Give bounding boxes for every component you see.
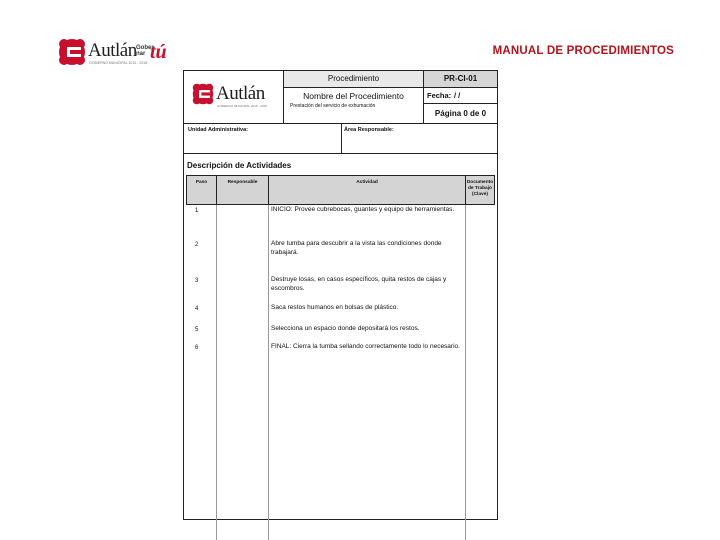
procedure-label: Procedimiento xyxy=(284,71,423,88)
step-number: 1 xyxy=(195,208,199,214)
partner-mark: tú xyxy=(150,41,167,63)
step-number: 6 xyxy=(195,345,199,351)
step-number: 2 xyxy=(195,242,199,248)
column-header-responsible: Responsable xyxy=(217,176,269,204)
unit-label: Unidad Administrativa: xyxy=(188,127,248,133)
autlan-emblem-icon xyxy=(58,38,86,66)
activity-text: Destruye losas, en casos específicos, quita restos de cajas y escombros. xyxy=(271,276,447,292)
autlan-emblem-icon xyxy=(192,83,214,105)
activity-text: INICIO: Provee cubrebocas, guantes y equipo de herramientas. xyxy=(271,206,455,213)
procedure-name: Prestación del servicio de exhumación xyxy=(290,103,376,109)
step-number: 5 xyxy=(195,327,199,333)
date-value: / / xyxy=(454,91,461,100)
brand-name: Autlán xyxy=(88,40,137,61)
form-logo xyxy=(184,71,284,123)
activity-text: Saca restos humanos en bolsas de plástico. xyxy=(271,304,399,311)
activity-text: FINAL: Cierra la tumba sellando correctamente todo lo necesario. xyxy=(271,343,460,350)
date-field xyxy=(424,88,497,104)
divider xyxy=(184,153,497,154)
activity-text: Abre tumba para descubrir a la vista las condiciones donde trabajará. xyxy=(271,240,442,256)
column-header-step: Paso xyxy=(187,176,217,204)
procedure-name-label: Nombre del Procedimiento xyxy=(303,91,404,101)
partner-text-bottom: nar xyxy=(136,51,146,57)
column-divider xyxy=(465,205,466,540)
procedure-name-cell xyxy=(284,71,424,123)
date-label: Fecha: xyxy=(427,91,452,100)
divider xyxy=(341,123,342,153)
column-header-document: Documento de Trabajo (Clave) xyxy=(466,180,494,197)
section-title: Descripción de Actividades xyxy=(187,161,292,170)
partner-logo xyxy=(136,42,170,64)
column-header-activity: Actividad xyxy=(269,176,466,204)
step-number: 4 xyxy=(195,306,199,312)
table-header xyxy=(186,175,495,205)
procedure-form xyxy=(183,70,498,520)
form-brand-name: Autlán xyxy=(216,83,265,104)
area-label: Área Responsable: xyxy=(344,127,394,133)
column-divider xyxy=(216,205,217,540)
manual-title: MANUAL DE PROCEDIMIENTOS xyxy=(492,45,674,57)
activity-text: Selecciona un espacio donde depositará los restos. xyxy=(271,325,420,332)
procedure-code: PR-CI-01 xyxy=(424,71,497,88)
form-header xyxy=(184,71,497,123)
brand-tagline: GOBIERNO MUNICIPAL 2015 - 2018 xyxy=(89,61,148,65)
step-number: 3 xyxy=(195,278,199,284)
procedure-meta xyxy=(424,71,497,123)
page-number: Página 0 de 0 xyxy=(434,109,487,118)
form-brand-tagline: GOBIERNO MUNICIPAL 2015 - 2018 xyxy=(217,104,267,108)
partner-text-top: Gober xyxy=(136,45,154,51)
column-divider xyxy=(268,205,269,540)
